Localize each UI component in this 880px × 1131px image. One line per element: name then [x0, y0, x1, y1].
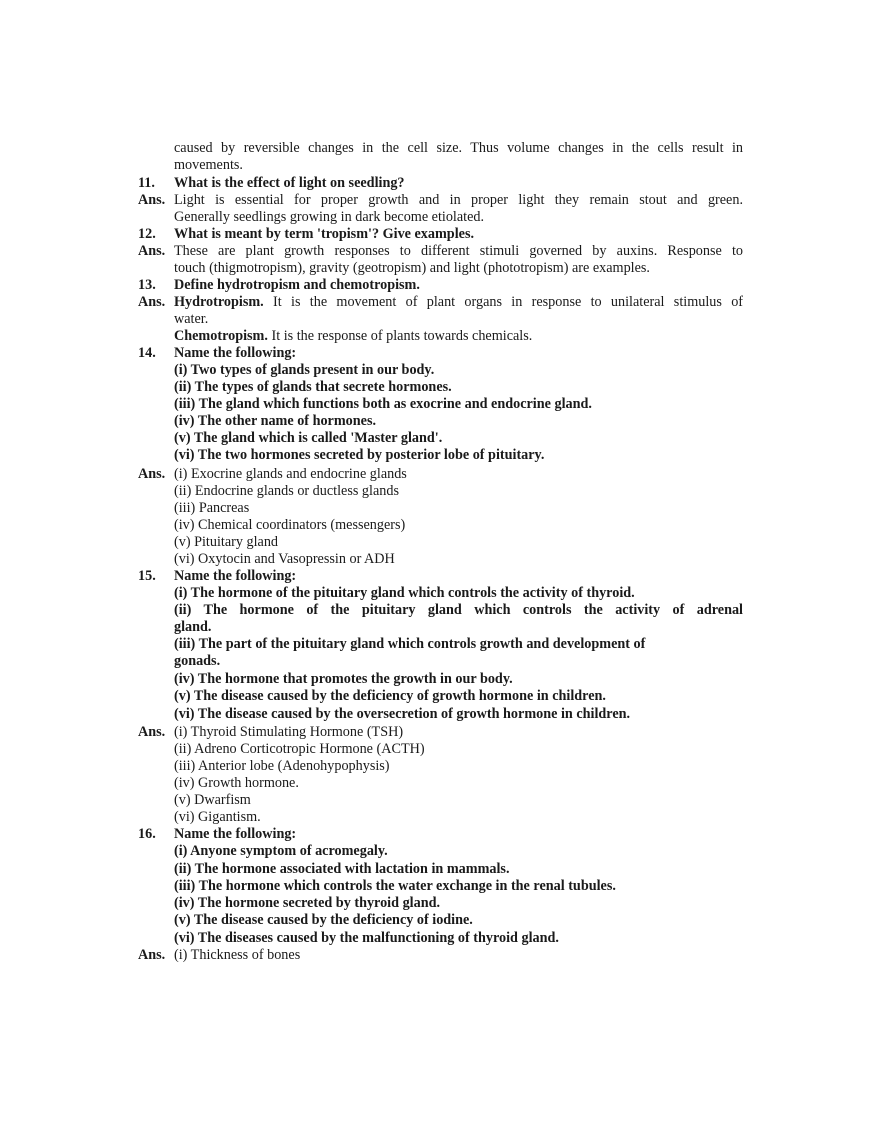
answer-item: (i) Thyroid Stimulating Hormone (TSH): [174, 724, 404, 740]
answer-label: Ans.: [138, 294, 166, 310]
answer-text: touch (thigmotropism), gravity (geotropism) and light (phototropism) are examples.: [174, 260, 650, 276]
answer-item: (vi) Oxytocin and Vasopressin or ADH: [174, 551, 395, 567]
answer-text: These are plant growth responses to different stimuli governed by auxins. Response to: [174, 243, 743, 259]
chemotropism-line: [174, 328, 743, 345]
question-part: (vi) The two hormones secreted by posterior lobe of pituitary.: [174, 447, 545, 463]
question-part: (vi) The disease caused by the oversecretion of growth hormone in children.: [174, 706, 631, 722]
chemotropism-definition: It is the response of plants towards chemicals.: [271, 328, 533, 344]
question-part: (iv) The hormone secreted by thyroid gland.: [174, 895, 441, 911]
question-part: (i) Two types of glands present in our body.: [174, 362, 435, 378]
answer-label: Ans.: [138, 243, 166, 259]
question-part: (iv) The other name of hormones.: [174, 413, 377, 429]
answer-text: Generally seedlings growing in dark become etiolated.: [174, 209, 485, 225]
question-part: (v) The disease caused by the deficiency of growth hormone in children.: [174, 688, 606, 704]
question-text: What is the effect of light on seedling?: [174, 175, 405, 191]
answer-item: (iii) Anterior lobe (Adenohypophysis): [174, 758, 390, 774]
answer-item: (iv) Chemical coordinators (messengers): [174, 517, 406, 533]
term-hydrotropism: Hydrotropism.: [174, 294, 264, 310]
question-number: 13.: [138, 277, 156, 293]
answer-label: Ans.: [138, 947, 166, 963]
question-part: (v) The disease caused by the deficiency of iodine.: [174, 912, 473, 928]
question-text: Name the following:: [174, 568, 297, 584]
answer-label: Ans.: [138, 466, 166, 482]
answer-text: Light is essential for proper growth and in proper light they remain stout and green.: [174, 192, 743, 208]
answer-item: (v) Pituitary gland: [174, 534, 279, 550]
term-chemotropism: Chemotropism.: [174, 328, 268, 344]
answer-item: (vi) Gigantism.: [174, 809, 261, 825]
answer-label: Ans.: [138, 192, 166, 208]
question-part: (v) The gland which is called 'Master gland'.: [174, 430, 443, 446]
question-part: gonads.: [174, 653, 221, 669]
question-part: (iii) The hormone which controls the water exchange in the renal tubules.: [174, 878, 616, 894]
question-number: 14.: [138, 345, 156, 361]
intro-line: movements.: [174, 157, 243, 173]
question-part: (iii) The gland which functions both as exocrine and endocrine gland.: [174, 396, 592, 412]
question-text: Name the following:: [174, 345, 297, 361]
question-part: (ii) The hormone associated with lactation in mammals.: [174, 861, 510, 877]
question-part: (ii) The hormone of the pituitary gland which controls the activity of adrenal: [174, 602, 743, 618]
question-text: What is meant by term 'tropism'? Give examples.: [174, 226, 475, 242]
answer-item: (ii) Endocrine glands or ductless glands: [174, 483, 399, 499]
question-number: 15.: [138, 568, 156, 584]
question-part: gland.: [174, 619, 212, 635]
answer-text: [174, 294, 743, 311]
question-number: 12.: [138, 226, 156, 242]
question-part: (i) The hormone of the pituitary gland which controls the activity of thyroid.: [174, 585, 635, 601]
answer-label: Ans.: [138, 724, 166, 740]
question-part: (vi) The diseases caused by the malfunctioning of thyroid gland.: [174, 930, 559, 946]
question-text: Name the following:: [174, 826, 297, 842]
question-part: (i) Anyone symptom of acromegaly.: [174, 843, 388, 859]
answer-item: (iv) Growth hormone.: [174, 775, 299, 791]
answer-item: (i) Thickness of bones: [174, 947, 301, 963]
question-part: (iii) The part of the pituitary gland which controls growth and development of: [174, 636, 646, 652]
question-part: (ii) The types of glands that secrete hormones.: [174, 379, 452, 395]
question-part: (iv) The hormone that promotes the growth in our body.: [174, 671, 513, 687]
answer-item: (iii) Pancreas: [174, 500, 250, 516]
question-number: 16.: [138, 826, 156, 842]
answer-text: water.: [174, 311, 209, 327]
answer-item: (i) Exocrine glands and endocrine glands: [174, 466, 407, 482]
hydrotropism-definition: It is the movement of plant organs in response to unilateral stimulus of: [273, 294, 744, 310]
answer-item: (v) Dwarfism: [174, 792, 251, 808]
question-number: 11.: [138, 175, 155, 191]
intro-line: caused by reversible changes in the cell size. Thus volume changes in the cells result in: [174, 140, 743, 156]
question-text: Define hydrotropism and chemotropism.: [174, 277, 420, 293]
answer-item: (ii) Adreno Corticotropic Hormone (ACTH): [174, 741, 425, 757]
